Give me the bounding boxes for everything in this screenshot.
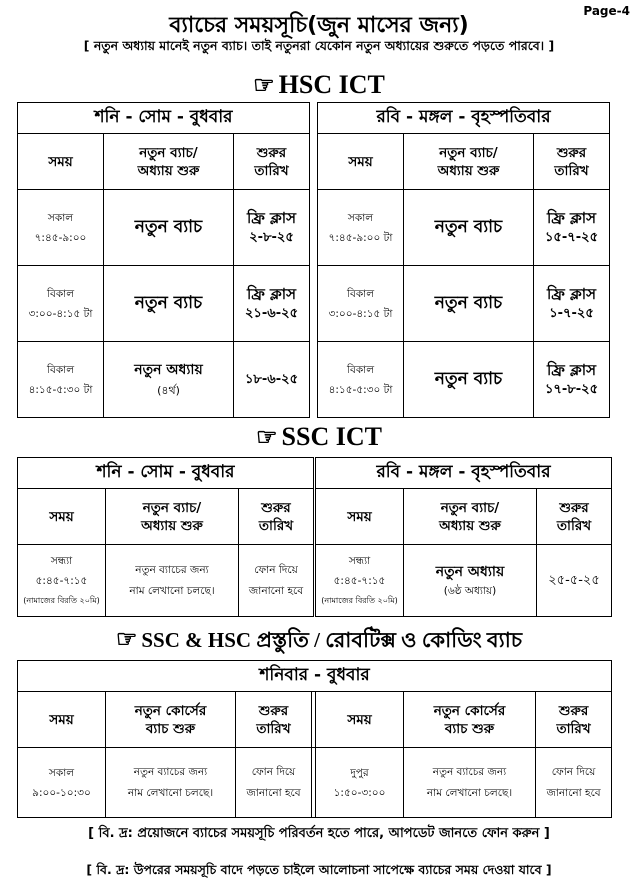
ssc-right-table — [315, 457, 612, 617]
days-header: রবি - মঙ্গল - বৃহস্পতিবার — [316, 458, 612, 489]
date-cell: ফ্রি ক্লাস ১৭-৮-২৫ — [534, 342, 610, 418]
days-header: শনি - সোম - বুধবার — [18, 103, 310, 134]
col-date-header: শুরুর তারিখ — [239, 489, 314, 545]
table-row — [318, 266, 610, 342]
table-row — [318, 190, 610, 266]
page-number: Page-4 — [583, 4, 630, 18]
table-row — [316, 545, 612, 617]
batch-cell: নতুন ব্যাচের জন্য নাম লেখানো চলছে। — [404, 748, 536, 818]
time-cell: সন্ধ্যা ৫:৪৫-৭:১৫ (নামাজের বিরতি ২০মি) — [18, 545, 106, 617]
pointing-hand-icon: ☞ — [115, 627, 138, 653]
page-title: ব্যাচের সময়সূচি(জুন মাসের জন্য) — [169, 13, 469, 38]
date-cell: ফ্রি ক্লাস ১৫-৭-২৫ — [534, 190, 610, 266]
hsc-heading-label: HSC ICT — [278, 70, 385, 99]
col-date-header: শুরুর তারিখ — [234, 134, 310, 190]
ssc-heading-label: SSC ICT — [281, 422, 382, 451]
hsc-left-table — [17, 102, 310, 418]
col-date-header: শুরুর তারিখ — [537, 489, 612, 545]
days-header: শনিবার - বুধবার — [18, 661, 612, 692]
footnote-schedule-change: [ বি. দ্র: প্রয়োজনে ব্যাচের সময়সূচি পরিবর্তন হতে পারে, আপডেট জানতে ফোন করুন ] — [88, 826, 550, 841]
notice-text: [ নতুন অধ্যায় মানেই নতুন ব্যাচ। তাই নতুনরা যেকোন নতুন অধ্যায়ের শুরুতে পড়তে পারবে। ] — [83, 38, 555, 53]
batch-cell: নতুন ব্যাচ — [104, 190, 234, 266]
time-cell: দুপুর ১:৫০-৩:০০ — [316, 748, 404, 818]
date-cell: ফোন দিয়ে জানানো হবে — [236, 748, 312, 818]
col-date-header: শুরুর তারিখ — [236, 692, 312, 748]
footnote-custom-time: [ বি. দ্র: উপরের সময়সূচি বাদে পড়তে চাইলে আলোচনা সাপেক্ষে ব্যাচের সময় দেওয়া যাবে ] — [86, 862, 552, 877]
time-cell: সকাল ৭:৪৫-৯:০০ — [18, 190, 104, 266]
table-row — [18, 266, 310, 342]
table-row — [318, 342, 610, 418]
date-cell: ফোন দিয়ে জানানো হবে — [536, 748, 612, 818]
col-batch-header: নতুন কোর্সের ব্যাচ শুরু — [404, 692, 536, 748]
days-header: শনি - সোম - বুধবার — [18, 458, 314, 489]
date-cell: ফ্রি ক্লাস ২-৮-২৫ — [234, 190, 310, 266]
time-cell: বিকাল ৩:০০-৪:১৫ টা — [18, 266, 104, 342]
date-cell: ফ্রি ক্লাস ১-৭-২৫ — [534, 266, 610, 342]
col-batch-header: নতুন কোর্সের ব্যাচ শুরু — [106, 692, 236, 748]
robotics-heading — [0, 624, 638, 659]
col-batch-header: নতুন ব্যাচ/ অধ্যায় শুরু — [404, 489, 537, 545]
pointing-hand-icon: ☞ — [256, 425, 278, 451]
ssc-ict-heading — [0, 422, 638, 452]
time-cell: সকাল ৯:০০-১০:৩০ — [18, 748, 106, 818]
col-batch-header: নতুন ব্যাচ/ অধ্যায় শুরু — [404, 134, 534, 190]
table-row — [18, 190, 310, 266]
batch-cell: নতুন ব্যাচ — [404, 266, 534, 342]
date-cell: ফ্রি ক্লাস ২১-৬-২৫ — [234, 266, 310, 342]
col-date-header: শুরুর তারিখ — [534, 134, 610, 190]
col-date-header: শুরুর তারিখ — [536, 692, 612, 748]
col-time-header: সময় — [18, 134, 104, 190]
batch-cell: নতুন অধ্যায় (৪র্থ) — [104, 342, 234, 418]
hsc-ict-heading — [0, 70, 638, 100]
days-header: রবি - মঙ্গল - বৃহস্পতিবার — [318, 103, 610, 134]
table-row — [18, 545, 314, 617]
time-cell: বিকাল ৪:১৫-৫:৩০ টা — [318, 342, 404, 418]
col-time-header: সময় — [316, 489, 404, 545]
batch-cell: নতুন ব্যাচ — [104, 266, 234, 342]
batch-cell: নতুন ব্যাচ — [404, 342, 534, 418]
batch-cell: নতুন ব্যাচের জন্য নাম লেখানো চলছে। — [106, 748, 236, 818]
time-cell: সন্ধ্যা ৫:৪৫-৭:১৫ (নামাজের বিরতি ২০মি) — [316, 545, 404, 617]
robotics-heading-label: SSC & HSC প্রস্তুতি / রোবটিক্স ও কোডিং ব্যাচ — [141, 628, 523, 652]
col-batch-header: নতুন ব্যাচ/ অধ্যায় শুরু — [104, 134, 234, 190]
hsc-right-table — [317, 102, 610, 418]
time-cell: বিকাল ৩:০০-৪:১৫ টা — [318, 266, 404, 342]
date-cell: ২৫-৫-২৫ — [537, 545, 612, 617]
batch-cell: নতুন ব্যাচের জন্য নাম লেখানো চলছে। — [106, 545, 239, 617]
time-cell: সকাল ৭:৪৫-৯:০০ টা — [318, 190, 404, 266]
date-cell: ফোন দিয়ে জানানো হবে — [239, 545, 314, 617]
col-time-header: সময় — [18, 489, 106, 545]
batch-cell: নতুন অধ্যায় (৬ষ্ঠ অধ্যায়) — [404, 545, 537, 617]
table-row — [18, 748, 612, 818]
col-time-header: সময় — [18, 692, 106, 748]
batch-cell: নতুন ব্যাচ — [404, 190, 534, 266]
robotics-table — [17, 660, 612, 818]
date-cell: ১৮-৬-২৫ — [234, 342, 310, 418]
time-cell: বিকাল ৪:১৫-৫:৩০ টা — [18, 342, 104, 418]
col-time-header: সময় — [316, 692, 404, 748]
ssc-left-table — [17, 457, 314, 617]
col-time-header: সময় — [318, 134, 404, 190]
pointing-hand-icon: ☞ — [253, 73, 275, 99]
col-batch-header: নতুন ব্যাচ/ অধ্যায় শুরু — [106, 489, 239, 545]
table-row — [18, 342, 310, 418]
